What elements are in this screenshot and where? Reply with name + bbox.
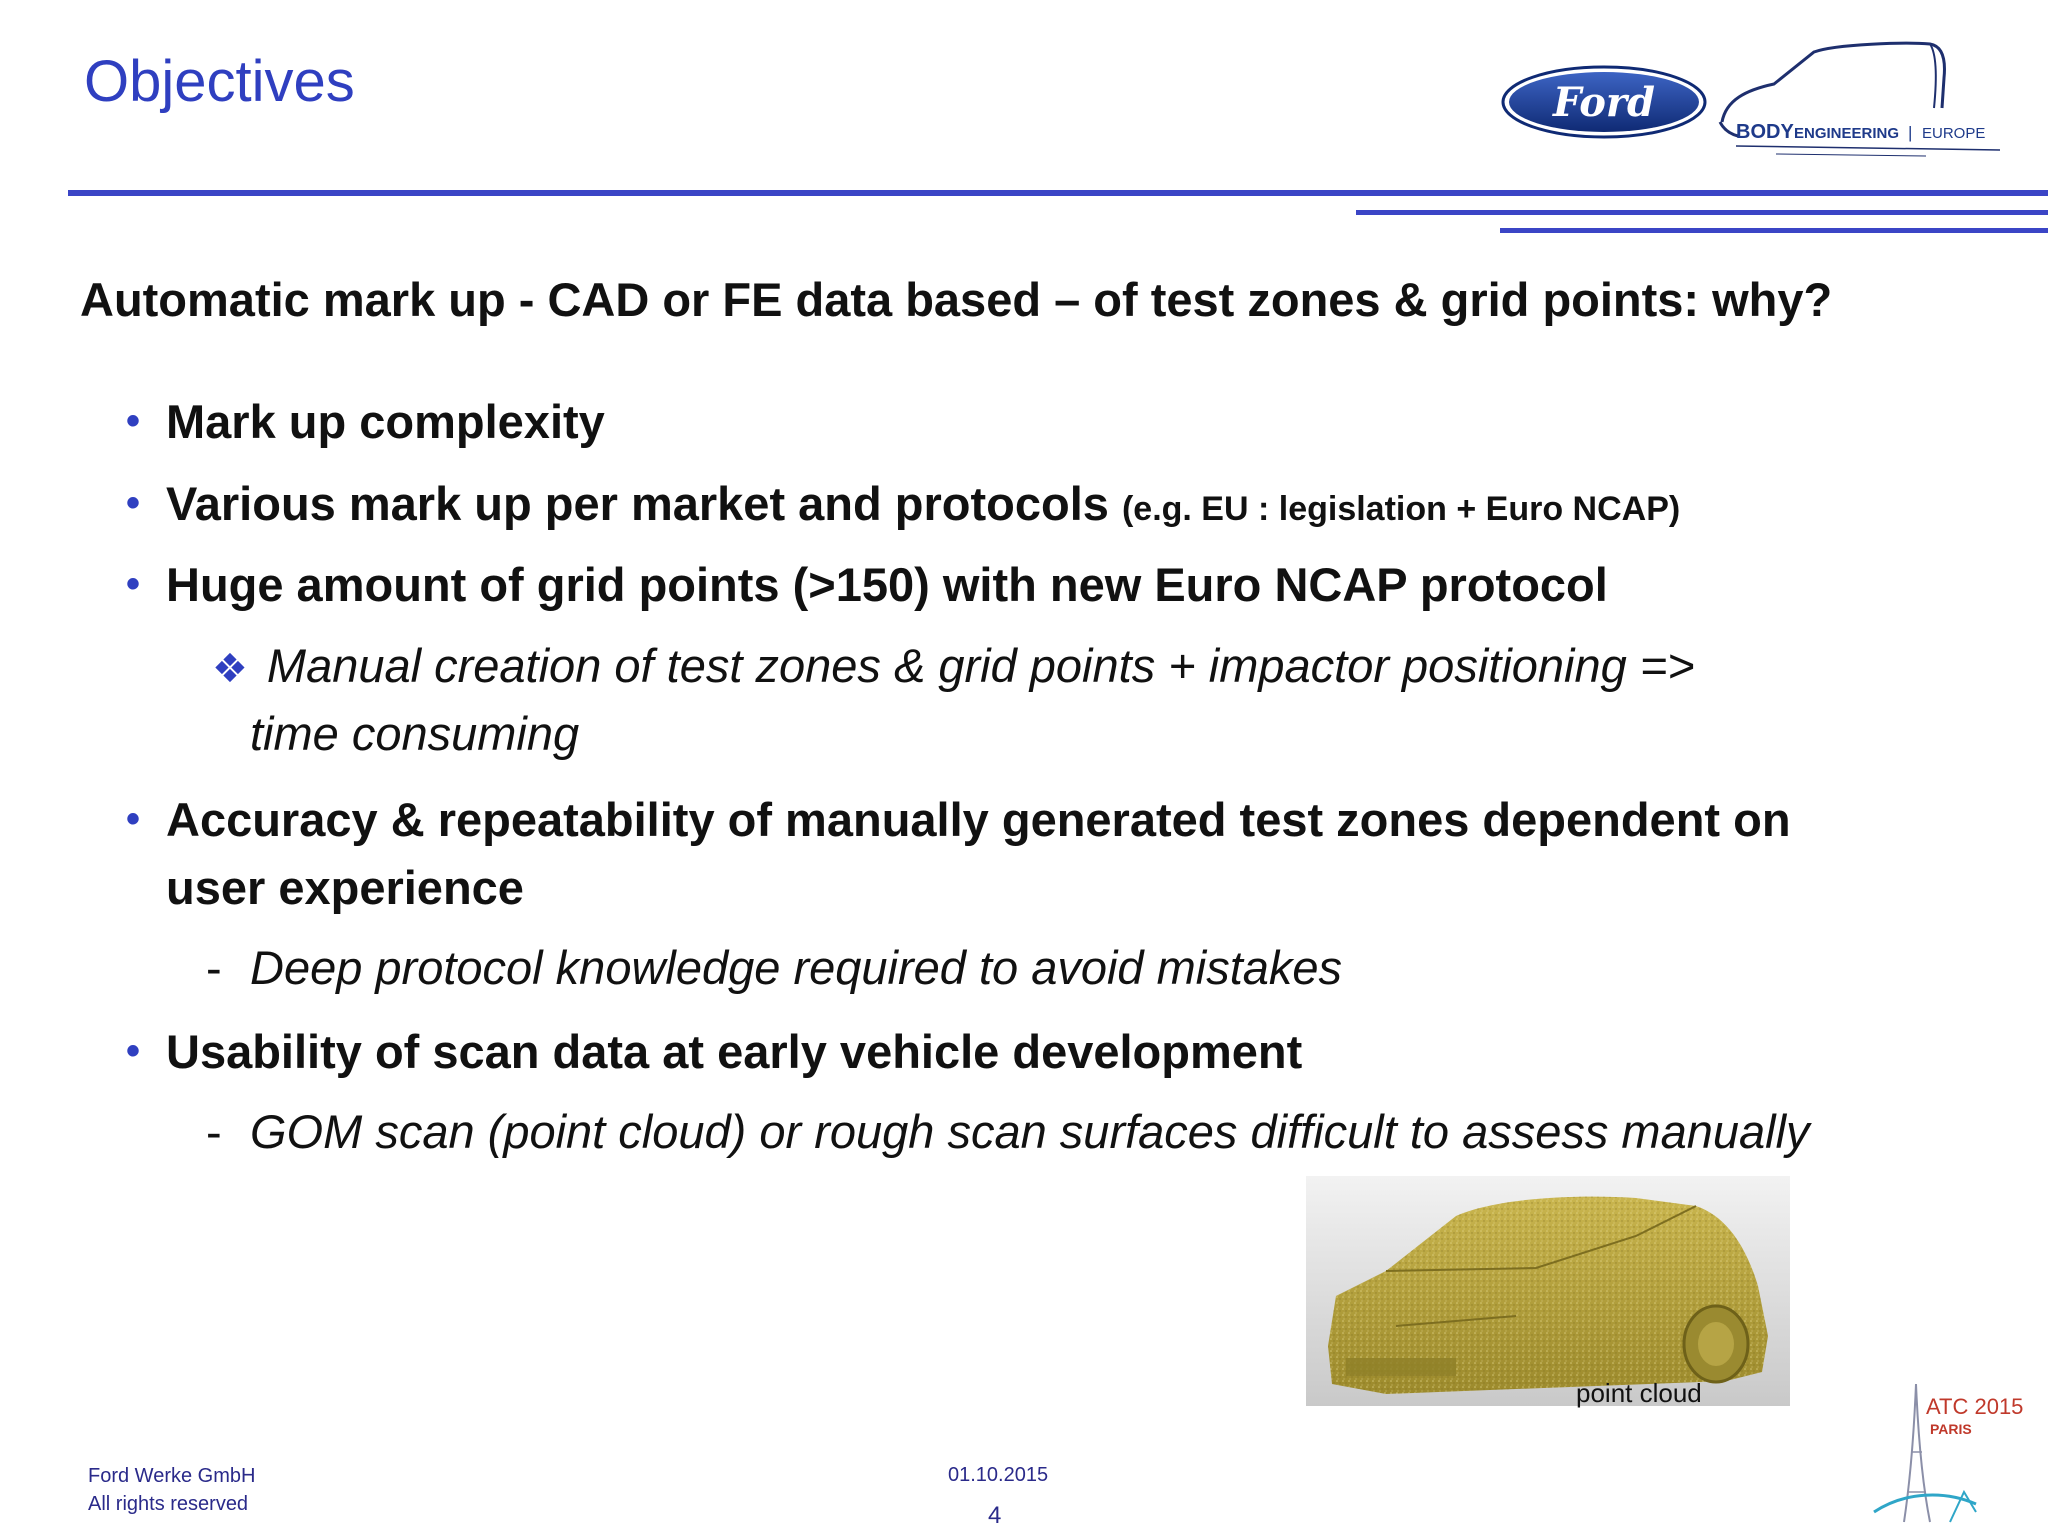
ford-logo xyxy=(1500,64,1708,140)
bullet-note: (e.g. EU : legislation + Euro NCAP) xyxy=(1121,490,1681,528)
sub-item-text: GOM scan (point cloud) or rough scan surfaces difficult to assess manually xyxy=(250,1105,1810,1158)
bullet-text: Accuracy & repeatability of manually generated test zones dependent on xyxy=(166,793,1791,846)
page-title: Objectives xyxy=(84,49,355,114)
diamond-marker: ❖ xyxy=(212,647,248,691)
sub-item xyxy=(206,940,1342,995)
header-rule-tertiary xyxy=(1500,228,2048,233)
point-cloud-car-image xyxy=(1306,1176,1790,1406)
footer-company-name: Ford Werke GmbH xyxy=(88,1465,256,1487)
atc-logo-name: ATC 2015 xyxy=(1926,1394,2024,1419)
header-rule-secondary xyxy=(1356,210,2048,215)
logo-europe: EUROPE xyxy=(1922,125,1986,142)
header-rule xyxy=(68,190,2048,196)
bullet-marker: • xyxy=(126,399,141,443)
bullet-item xyxy=(126,394,605,449)
bullet-marker: • xyxy=(126,562,141,606)
dash-marker: - xyxy=(206,941,222,994)
bullet-text: Mark up complexity xyxy=(166,395,605,448)
logo-engineering: ENGINEERING xyxy=(1794,125,1900,142)
atc-logo-city: PARIS xyxy=(1930,1421,1972,1437)
footer-date: 01.10.2015 xyxy=(948,1464,1049,1486)
bullet-item xyxy=(126,792,1791,847)
footer-company xyxy=(88,1462,255,1518)
bullet-text: Various mark up per market and protocols xyxy=(166,477,1109,530)
ford-logo-text: Ford xyxy=(1553,79,1655,126)
figure-caption: point cloud xyxy=(1576,1378,1702,1408)
atc-paris-logo xyxy=(1864,1372,2024,1532)
bullet-marker: • xyxy=(126,1029,141,1073)
sub-item-text: Deep protocol knowledge required to avoid mistakes xyxy=(250,941,1343,994)
sub-item xyxy=(212,638,1695,693)
page-number: 4 xyxy=(988,1502,1002,1529)
sub-item xyxy=(206,1104,1810,1159)
bullet-item xyxy=(126,476,1680,531)
bullet-continuation: user experience xyxy=(166,861,524,914)
bullet-marker: • xyxy=(126,481,141,525)
bullet-text: Huge amount of grid points (>150) with new Euro NCAP protocol xyxy=(166,558,1608,611)
bullet-item xyxy=(126,1024,1302,1079)
sub-item-text: Manual creation of test zones & grid points + impactor positioning => xyxy=(266,639,1695,692)
bullet-text: Usability of scan data at early vehicle development xyxy=(166,1025,1303,1078)
body-engineering-logo xyxy=(1716,38,2006,166)
sub-item-continuation: time consuming xyxy=(250,707,580,760)
footer-rights: All rights reserved xyxy=(88,1493,249,1515)
logo-body: BODY xyxy=(1736,121,1794,143)
bullet-item xyxy=(126,557,1608,612)
dash-marker: - xyxy=(206,1105,222,1158)
slide-subtitle: Automatic mark up - CAD or FE data based – of test zones & grid points: why? xyxy=(80,273,1833,326)
logo-separator: | xyxy=(1908,123,1913,142)
bullet-marker: • xyxy=(126,797,141,841)
